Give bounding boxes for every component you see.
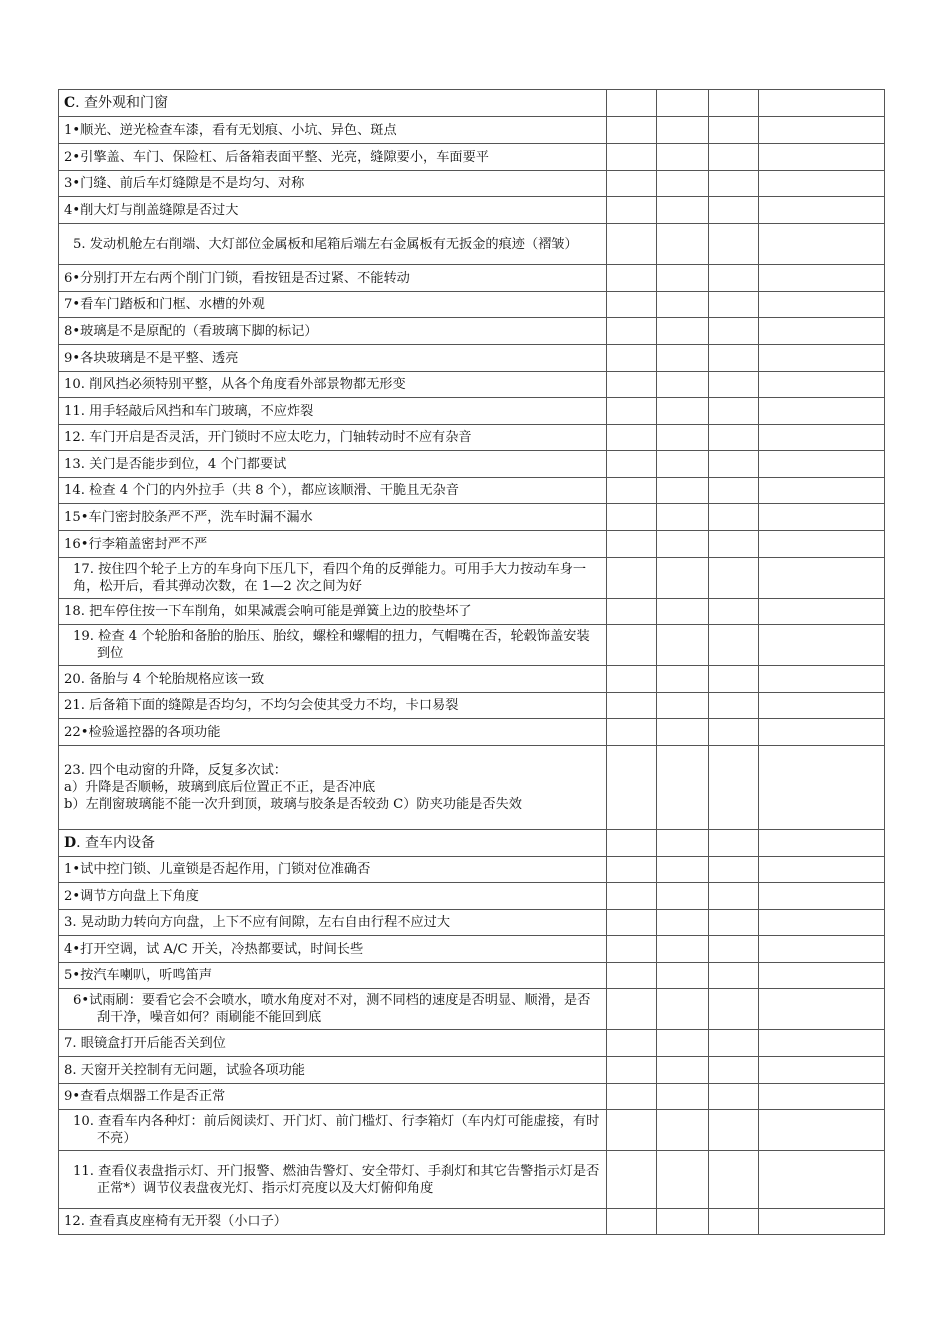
checklist-row xyxy=(59,910,885,936)
check-cell[interactable] xyxy=(709,292,759,318)
checklist-row xyxy=(59,1084,885,1110)
check-cell[interactable] xyxy=(709,963,759,989)
check-cell[interactable] xyxy=(709,504,759,531)
check-cell[interactable] xyxy=(759,558,885,599)
check-cell[interactable] xyxy=(759,144,885,171)
checklist-row xyxy=(59,1057,885,1084)
check-cell[interactable] xyxy=(657,666,709,693)
check-cell[interactable] xyxy=(657,625,709,666)
checklist-row xyxy=(59,478,885,504)
checklist-row xyxy=(59,292,885,318)
checklist-item-text: 19. 检查 4 个轮胎和备胎的胎压、胎纹，螺栓和螺帽的扭力，气帽嘴在否，轮毂饰盖安装到位 xyxy=(59,625,607,666)
check-cell[interactable] xyxy=(709,883,759,910)
check-cell[interactable] xyxy=(709,197,759,224)
check-cell[interactable] xyxy=(607,531,657,558)
check-cell[interactable] xyxy=(709,1151,759,1209)
checklist-item-text: 10. 削风挡必须特别平整，从各个角度看外部景物都无形变 xyxy=(59,372,607,398)
check-cell[interactable] xyxy=(759,292,885,318)
check-cell[interactable] xyxy=(607,171,657,197)
check-cell[interactable] xyxy=(657,746,709,830)
check-cell[interactable] xyxy=(657,830,709,857)
check-cell[interactable] xyxy=(657,1151,709,1209)
check-cell[interactable] xyxy=(657,144,709,171)
checklist-item-text: 21. 后备箱下面的缝隙是否均匀，不均匀会使其受力不均，卡口易裂 xyxy=(59,693,607,719)
check-cell[interactable] xyxy=(709,693,759,719)
check-cell[interactable] xyxy=(759,910,885,936)
checklist-item-text: 7•看车门踏板和门框、水槽的外观 xyxy=(59,292,607,318)
check-cell[interactable] xyxy=(607,144,657,171)
check-cell[interactable] xyxy=(657,531,709,558)
check-cell[interactable] xyxy=(709,857,759,883)
check-cell[interactable] xyxy=(759,318,885,345)
check-cell[interactable] xyxy=(759,1084,885,1110)
checklist-item-text: 10. 查看车内各种灯：前后阅读灯、开门灯、前门槛灯、行李箱灯（车内灯可能虚接，有时不亮） xyxy=(59,1110,607,1151)
check-cell[interactable] xyxy=(607,425,657,451)
check-cell[interactable] xyxy=(709,478,759,504)
inspection-checklist-table xyxy=(58,89,885,1235)
check-cell[interactable] xyxy=(657,558,709,599)
check-cell[interactable] xyxy=(759,531,885,558)
checklist-item-text: 22•检验遥控器的各项功能 xyxy=(59,719,607,746)
section-letter: D xyxy=(64,834,77,851)
check-cell[interactable] xyxy=(709,1030,759,1057)
check-cell[interactable] xyxy=(607,599,657,625)
check-cell[interactable] xyxy=(759,599,885,625)
check-cell[interactable] xyxy=(607,857,657,883)
check-cell[interactable] xyxy=(607,1110,657,1151)
check-cell[interactable] xyxy=(657,936,709,963)
check-cell[interactable] xyxy=(709,936,759,963)
check-cell[interactable] xyxy=(657,1084,709,1110)
section-header-row xyxy=(59,90,885,117)
checklist-item-text: 18. 把车停住按一下车削角，如果减震会响可能是弹簧上边的胶垫坏了 xyxy=(59,599,607,625)
check-cell[interactable] xyxy=(607,197,657,224)
checklist-row xyxy=(59,857,885,883)
checklist-row xyxy=(59,425,885,451)
checklist-body xyxy=(59,90,885,1235)
check-cell[interactable] xyxy=(759,693,885,719)
check-cell[interactable] xyxy=(709,989,759,1030)
check-cell[interactable] xyxy=(709,599,759,625)
checklist-row xyxy=(59,936,885,963)
checklist-row xyxy=(59,746,885,830)
check-cell[interactable] xyxy=(607,1084,657,1110)
check-cell[interactable] xyxy=(607,265,657,292)
checklist-row xyxy=(59,345,885,372)
check-cell[interactable] xyxy=(657,599,709,625)
check-cell[interactable] xyxy=(607,963,657,989)
check-cell[interactable] xyxy=(607,292,657,318)
check-cell[interactable] xyxy=(607,910,657,936)
check-cell[interactable] xyxy=(657,90,709,117)
checklist-row xyxy=(59,599,885,625)
checklist-item-text: 9•各块玻璃是不是平整、透亮 xyxy=(59,345,607,372)
check-cell[interactable] xyxy=(709,910,759,936)
checklist-item-text: 11. 用手轻敲后风挡和车门玻璃，不应炸裂 xyxy=(59,398,607,425)
check-cell[interactable] xyxy=(709,451,759,478)
check-cell[interactable] xyxy=(607,666,657,693)
check-cell[interactable] xyxy=(759,1110,885,1151)
check-cell[interactable] xyxy=(657,345,709,372)
check-cell[interactable] xyxy=(657,883,709,910)
check-cell[interactable] xyxy=(759,625,885,666)
check-cell[interactable] xyxy=(607,1030,657,1057)
section-header-row xyxy=(59,830,885,857)
check-cell[interactable] xyxy=(759,830,885,857)
check-cell[interactable] xyxy=(709,625,759,666)
checklist-row xyxy=(59,1151,885,1209)
check-cell[interactable] xyxy=(657,318,709,345)
checklist-item-text: 8. 天窗开关控制有无问题，试验各项功能 xyxy=(59,1057,607,1084)
checklist-item-text: 13. 关门是否能步到位，4 个门都要试 xyxy=(59,451,607,478)
check-cell[interactable] xyxy=(657,224,709,265)
check-cell[interactable] xyxy=(607,719,657,746)
checklist-item-text: 8•玻璃是不是原配的（看玻璃下脚的标记） xyxy=(59,318,607,345)
check-cell[interactable] xyxy=(759,936,885,963)
check-cell[interactable] xyxy=(607,90,657,117)
check-cell[interactable] xyxy=(607,117,657,144)
checklist-item-text: 2•调节方向盘上下角度 xyxy=(59,883,607,910)
check-cell[interactable] xyxy=(607,936,657,963)
checklist-row xyxy=(59,963,885,989)
check-cell[interactable] xyxy=(759,90,885,117)
checklist-row xyxy=(59,171,885,197)
item-line: b）左削窗玻璃能不能一次升到顶，玻璃与胶条是否较劲 C）防夹功能是否失效 xyxy=(64,797,522,812)
check-cell[interactable] xyxy=(759,1030,885,1057)
check-cell[interactable] xyxy=(759,265,885,292)
checklist-item-text xyxy=(59,746,607,830)
checklist-row xyxy=(59,1030,885,1057)
check-cell[interactable] xyxy=(607,746,657,830)
check-cell[interactable] xyxy=(759,883,885,910)
check-cell[interactable] xyxy=(759,746,885,830)
checklist-item-text: 5•按汽车喇叭，听鸣笛声 xyxy=(59,963,607,989)
check-cell[interactable] xyxy=(607,372,657,398)
checklist-item-text: 16•行李箱盖密封严不严 xyxy=(59,531,607,558)
check-cell[interactable] xyxy=(709,1057,759,1084)
check-cell[interactable] xyxy=(657,693,709,719)
check-cell[interactable] xyxy=(759,117,885,144)
check-cell[interactable] xyxy=(657,857,709,883)
check-cell[interactable] xyxy=(657,451,709,478)
checklist-item-text: 3•门缝、前后车灯缝隙是不是均匀、对称 xyxy=(59,171,607,197)
check-cell[interactable] xyxy=(709,90,759,117)
check-cell[interactable] xyxy=(657,910,709,936)
check-cell[interactable] xyxy=(657,197,709,224)
checklist-row xyxy=(59,265,885,292)
check-cell[interactable] xyxy=(607,345,657,372)
checklist-item-text: 4•打开空调，试 A/C 开关，冷热都要试，时间长些 xyxy=(59,936,607,963)
checklist-item-text: 20. 备胎与 4 个轮胎规格应该一致 xyxy=(59,666,607,693)
check-cell[interactable] xyxy=(607,883,657,910)
check-cell[interactable] xyxy=(709,1084,759,1110)
checklist-row xyxy=(59,531,885,558)
check-cell[interactable] xyxy=(759,857,885,883)
checklist-item-text: 4•削大灯与削盖缝隙是否过大 xyxy=(59,197,607,224)
check-cell[interactable] xyxy=(759,666,885,693)
check-cell[interactable] xyxy=(607,830,657,857)
checklist-row xyxy=(59,451,885,478)
check-cell[interactable] xyxy=(607,398,657,425)
checklist-row xyxy=(59,1110,885,1151)
checklist-item-text: 1•试中控门锁、儿童锁是否起作用，门锁对位准确否 xyxy=(59,857,607,883)
check-cell[interactable] xyxy=(657,963,709,989)
check-cell[interactable] xyxy=(657,1057,709,1084)
check-cell[interactable] xyxy=(657,504,709,531)
checklist-row xyxy=(59,558,885,599)
checklist-item-text: 3. 晃动助力转向方向盘，上下不应有间隙，左右自由行程不应过大 xyxy=(59,910,607,936)
checklist-row xyxy=(59,144,885,171)
check-cell[interactable] xyxy=(657,425,709,451)
check-cell[interactable] xyxy=(759,1151,885,1209)
checklist-item-text: 2•引擎盖、车门、保险杠、后备箱表面平整、光亮，缝隙要小，车面要平 xyxy=(59,144,607,171)
checklist-row xyxy=(59,504,885,531)
check-cell[interactable] xyxy=(759,425,885,451)
checklist-row xyxy=(59,318,885,345)
check-cell[interactable] xyxy=(759,504,885,531)
check-cell[interactable] xyxy=(759,963,885,989)
check-cell[interactable] xyxy=(657,1030,709,1057)
check-cell[interactable] xyxy=(759,345,885,372)
check-cell[interactable] xyxy=(759,451,885,478)
check-cell[interactable] xyxy=(657,372,709,398)
checklist-row xyxy=(59,1209,885,1235)
section-letter: C xyxy=(64,94,76,111)
check-cell[interactable] xyxy=(607,989,657,1030)
check-cell[interactable] xyxy=(709,1110,759,1151)
check-cell[interactable] xyxy=(607,693,657,719)
check-cell[interactable] xyxy=(709,345,759,372)
check-cell[interactable] xyxy=(759,1209,885,1235)
check-cell[interactable] xyxy=(759,224,885,265)
check-cell[interactable] xyxy=(607,1057,657,1084)
checklist-row xyxy=(59,398,885,425)
check-cell[interactable] xyxy=(709,746,759,830)
section-label: . 查车内设备 xyxy=(76,834,156,851)
checklist-item-text: 5. 发动机舱左右削端、大灯部位金属板和尾箱后端左右金属板有无扳金的痕迹（褶皱） xyxy=(59,224,607,265)
check-cell[interactable] xyxy=(759,197,885,224)
section-title xyxy=(59,830,607,857)
section-label: . 查外观和门窗 xyxy=(75,94,169,111)
check-cell[interactable] xyxy=(759,478,885,504)
check-cell[interactable] xyxy=(607,224,657,265)
checklist-row xyxy=(59,224,885,265)
check-cell[interactable] xyxy=(759,1057,885,1084)
check-cell[interactable] xyxy=(709,117,759,144)
checklist-row xyxy=(59,197,885,224)
checklist-item-text: 15•车门密封胶条严不严，洗车时漏不漏水 xyxy=(59,504,607,531)
check-cell[interactable] xyxy=(607,318,657,345)
check-cell[interactable] xyxy=(709,719,759,746)
checklist-item-text: 12. 车门开启是否灵活，开门锁时不应太吃力，门轴转动时不应有杂音 xyxy=(59,425,607,451)
checklist-item-text: 17. 按住四个轮子上方的车身向下压几下，看四个角的反弹能力。可用手大力按动车身一角，松开后，看其弹动次数，在 1—2 次之间为好 xyxy=(59,558,607,599)
check-cell[interactable] xyxy=(709,398,759,425)
check-cell[interactable] xyxy=(759,398,885,425)
check-cell[interactable] xyxy=(607,1209,657,1235)
check-cell[interactable] xyxy=(657,1110,709,1151)
check-cell[interactable] xyxy=(709,830,759,857)
check-cell[interactable] xyxy=(709,265,759,292)
item-line: a）升降是否顺畅，玻璃到底后位置正不正，是否冲底 xyxy=(64,780,376,795)
check-cell[interactable] xyxy=(607,451,657,478)
check-cell[interactable] xyxy=(759,372,885,398)
checklist-item-text: 9•查看点烟器工作是否正常 xyxy=(59,1084,607,1110)
check-cell[interactable] xyxy=(657,265,709,292)
check-cell[interactable] xyxy=(657,292,709,318)
check-cell[interactable] xyxy=(607,1151,657,1209)
check-cell[interactable] xyxy=(759,171,885,197)
check-cell[interactable] xyxy=(709,318,759,345)
check-cell[interactable] xyxy=(657,1209,709,1235)
check-cell[interactable] xyxy=(657,478,709,504)
check-cell[interactable] xyxy=(709,558,759,599)
check-cell[interactable] xyxy=(709,1209,759,1235)
check-cell[interactable] xyxy=(657,398,709,425)
check-cell[interactable] xyxy=(709,224,759,265)
checklist-row xyxy=(59,625,885,666)
check-cell[interactable] xyxy=(657,989,709,1030)
check-cell[interactable] xyxy=(709,425,759,451)
check-cell[interactable] xyxy=(657,117,709,144)
checklist-row xyxy=(59,666,885,693)
checklist-item-text: 7. 眼镜盒打开后能否关到位 xyxy=(59,1030,607,1057)
checklist-item-text: 14. 检查 4 个门的内外拉手（共 8 个），都应该顺滑、干脆且无杂音 xyxy=(59,478,607,504)
checklist-row xyxy=(59,989,885,1030)
item-line: 23. 四个电动窗的升降，反复多次试： xyxy=(64,763,287,778)
check-cell[interactable] xyxy=(607,504,657,531)
checklist-row xyxy=(59,883,885,910)
checklist-item-text: 1•顺光、逆光检查车漆，看有无划痕、小坑、异色、斑点 xyxy=(59,117,607,144)
checklist-row xyxy=(59,719,885,746)
checklist-item-text: 6•分别打开左右两个削门门锁，看按钮是否过紧、不能转动 xyxy=(59,265,607,292)
check-cell[interactable] xyxy=(607,558,657,599)
check-cell[interactable] xyxy=(709,144,759,171)
checklist-item-text: 6•试雨刷：要看它会不会喷水，喷水角度对不对，测不同档的速度是否明显、顺滑，是否刮干净，噪音如何？雨刷能不能回到底 xyxy=(59,989,607,1030)
checklist-row xyxy=(59,372,885,398)
section-title xyxy=(59,90,607,117)
check-cell[interactable] xyxy=(709,531,759,558)
check-cell[interactable] xyxy=(607,625,657,666)
check-cell[interactable] xyxy=(607,478,657,504)
check-cell[interactable] xyxy=(657,171,709,197)
check-cell[interactable] xyxy=(759,719,885,746)
checklist-item-text: 11. 查看仪表盘指示灯、开门报警、燃油告警灯、安全带灯、手刹灯和其它告警指示灯是否正常*）调节仪表盘夜光灯、指示灯亮度以及大灯俯仰角度 xyxy=(59,1151,607,1209)
checklist-row xyxy=(59,117,885,144)
checklist-row xyxy=(59,693,885,719)
check-cell[interactable] xyxy=(657,719,709,746)
check-cell[interactable] xyxy=(709,666,759,693)
check-cell[interactable] xyxy=(759,989,885,1030)
check-cell[interactable] xyxy=(709,372,759,398)
check-cell[interactable] xyxy=(709,171,759,197)
checklist-item-text: 12. 查看真皮座椅有无开裂（小口子） xyxy=(59,1209,607,1235)
